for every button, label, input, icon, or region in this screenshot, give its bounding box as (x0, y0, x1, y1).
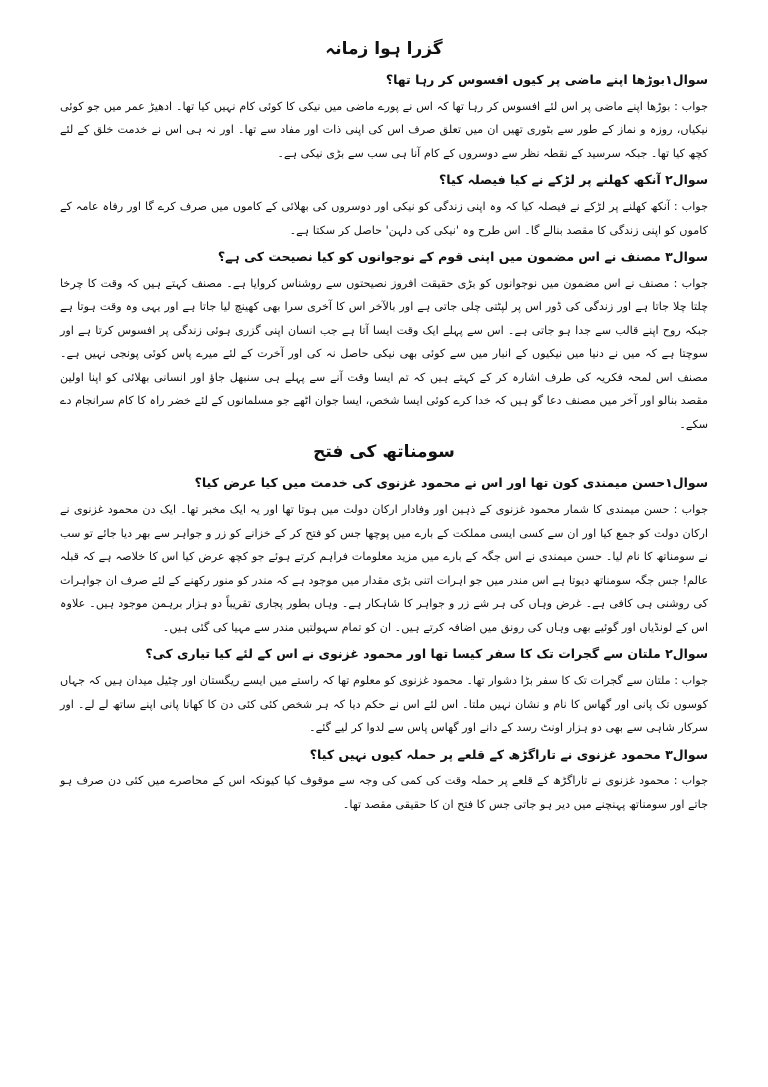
question: سوال۲ ملتان سے گجرات تک کا سفر کیسا تھا اور محمود غزنوی نے اس کے لئے کیا تیاری کی؟ (145, 646, 708, 662)
question: سوال۱بوڑھا اپنے ماضی پر کیوں افسوس کر رہا تھا؟ (385, 72, 708, 87)
qa-block (60, 71, 708, 165)
question: سوال۳ مصنف نے اس مضمون میں اپنی قوم کے نوجوانوں کو کیا نصیحت کی ہے؟ (217, 249, 708, 265)
qa-block (60, 746, 708, 817)
question: سوال۲ آنکھ کھلنے پر لڑکے نے کیا فیصلہ کیا؟ (439, 172, 708, 188)
question: سوال۱حسن میمندی کون تھا اور اس نے محمود غزنوی کی خدمت میں کیا عرض کیا؟ (194, 475, 708, 491)
qa-block (60, 645, 708, 739)
answer: جواب : محمود غزنوی نے تاراگڑھ کے قلعے پر حملہ وقت کی کمی کی وجہ سے موقوف کیا کیونکہ اس کے محاصرے میں کئی دن صرف ہو جاتے اور سومناتھ پہنچنے میں دیر ہو جاتی جس کا فتح ان کا حقیقی مقصد تھا۔ (60, 774, 708, 811)
qa-block (60, 171, 708, 242)
answer: جواب : آنکھ کھلنے پر لڑکے نے فیصلہ کیا کہ وہ اپنی زندگی کو نیکی اور دوسروں کی بھلائی کے کاموں میں صرف کرے گا اور رفاہ عامہ کے کاموں کو اپنی زندگی کا مقصد بنالے گا۔ اس طرح وہ 'نیکی کی دلہن' حاصل کر سکتا ہے۔ (60, 200, 708, 237)
qa-block (60, 248, 708, 436)
section-title-somnath-ki-fatah: سومناتھ کی فتح (313, 442, 455, 463)
answer: جواب : ملتان سے گجرات تک کا سفر بڑا دشوار تھا۔ محمود غزنوی کو معلوم تھا کہ راستے میں ایسے ریگستان اور چٹیل میدان ہیں کہ جہاں کوسوں تک پانی اور گھاس کا نام و نشان نہیں ملتا۔ اس لئے اس نے حکم دیا کہ ہر شخص کئی کئی دن کا کھانا پانی اپنے ساتھ لے لے۔ اور سرکار شاہی سے بھی دو ہزار اونٹ رسد کے دانے اور گھاس پاس سے لدوا کر لیے گئے۔ (60, 674, 708, 735)
section-title-guzra-hua-zamana: گزرا ہوا زمانہ (325, 39, 443, 59)
answer: جواب : مصنف نے اس مضمون میں نوجوانوں کو بڑی حقیقت افروز نصیحتوں سے روشناس کروایا ہے۔ مصنف کہتے ہیں کہ وقت کا چرخا چلتا چلا جاتا ہے اور زندگی کی ڈور اس پر لپٹتی چلی جاتی ہے اور بالآخر اس کا آخری سرا بھی کھینچ لیا جاتا ہے اور یہی وہ وقت ہوتا ہے جبکہ روح اپنے قالب سے جدا ہو جاتی ہے۔ اس سے پہلے ایک وقت ایسا آتا ہے جب انسان اپنی گزری ہوئی زندگی پر افسوس کرتا ہے اور سوچتا ہے کہ میں نے دنیا میں نیکیوں کے انبار میں سے کوئی بھی نیکی حاصل نہ کی اور آخرت کے لئے میرے پاس کوئی پونجی نہیں ہے۔ مصنف اس لمحہ فکریہ کی طرف اشارہ کر کے کہتے ہیں کہ تم ایسا وقت آنے سے پہلے ہی سنبھل جاؤ اور انسانی بھلائی کو اپنا اولین مقصد بنالو اور آخر میں مصنف دعا گو ہیں کہ خدا کرے کوئی ایسا شخص، ایسا جوان اٹھے جو مسلمانوں کے لئے خضر راہ کا کام سرانجام دے سکے۔ (60, 276, 708, 431)
question: سوال۳ محمود غزنوی نے تاراگڑھ کے قلعے پر حملہ کیوں نہیں کیا؟ (309, 746, 708, 762)
answer: جواب : حسن میمندی کا شمار محمود غزنوی کے ذہین اور وفادار ارکان دولت میں ہوتا تھا اور یہ ایک مخبر تھا۔ ایک دن محمود غزنوی نے ارکان دولت کو جمع کیا اور ان سے کسی ایسی مملکت کے بارے میں پوچھا جس کو فتح کر کے خزانے کو زر و جواہر سے بھر دیا جائے تو سب نے سومناتھ کا نام لیا۔ حسن میمندی نے اس جگہ کے بارے میں مزید معلومات فراہم کرتے ہوئے جو کچھ عرض کیا اس کا خلاصہ ہے کہ قبلہ عالم! جس جگہ سومناتھ دیوتا ہے اس مندر میں جو اہرات اتنی بڑی مقدار میں موجود ہے کہ مندر کو منور رکھنے کے لئے صرف ان جواہرات کی روشنی ہی کافی ہے۔ غرض وہاں کی ہر شے زر و جواہر کا شاہکار ہے۔ وہاں بطور پجاری تقریباً دو ہزار برہمن موجود ہیں۔ علاوہ اس کے لونڈیاں اور گوئیے بھی وہاں کی رونق میں اضافہ کرتے ہیں۔ ان کو تمام سہولتیں مندر سے مہیا کی گئی ہیں۔ (60, 503, 708, 634)
qa-block (60, 474, 708, 639)
answer: جواب : بوڑھا اپنے ماضی پر اس لئے افسوس کر رہا تھا کہ اس نے پورے ماضی میں نیکی کا کوئی کام نہیں کیا تھا۔ ادھیڑ عمر میں جو کوئی نیکیاں، روزہ و نماز کے طور سے بٹوری تھیں ان میں تعلق صرف اس کی اپنی ذات اور مفاد سے تھا۔ اور نہ ہی اس نے خدمت خلق کے لئے کچھ کیا تھا۔ جبکہ سرسید کے نقطہ نظر سے دوسروں کے کام آنا ہی سب سے بڑی نیکی ہے۔ (60, 99, 708, 160)
